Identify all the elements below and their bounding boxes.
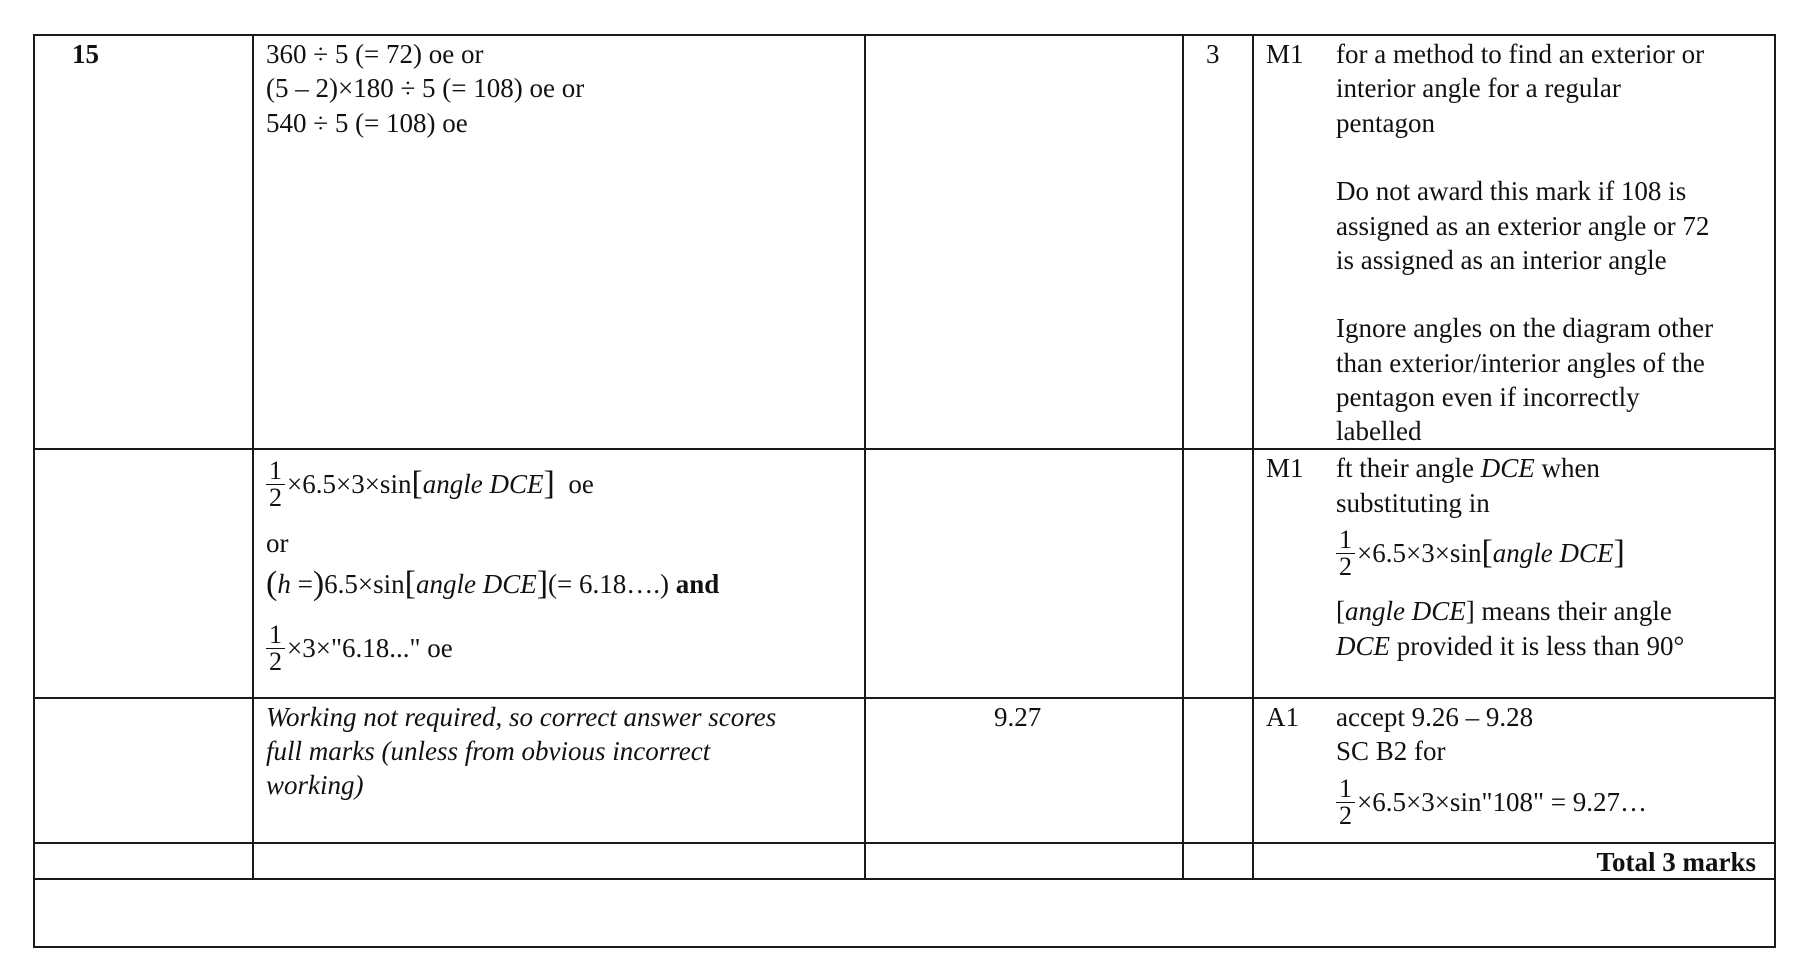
fraction-half: $\frac{1}{2}$	[1336, 527, 1355, 580]
mark-total: 3	[1206, 39, 1220, 69]
working-line: working)	[266, 770, 364, 800]
guidance-line: accept 9.26 – 9.28	[1336, 702, 1534, 732]
guidance-line: pentagon	[1336, 108, 1435, 138]
mark-code: M1	[1266, 39, 1304, 69]
working-line: 540 ÷ 5 (= 108) oe	[266, 108, 468, 138]
guidance-line: assigned as an exterior angle or 72	[1336, 211, 1710, 241]
guidance-line: labelled	[1336, 416, 1422, 446]
row-divider-3	[33, 842, 1776, 844]
guidance-line: Do not award this mark if 108 is	[1336, 176, 1687, 206]
col-divider-2	[864, 34, 866, 880]
special-case-formula: $\frac{1}{2}$ ×6.5×3×sin"108" = 9.27…	[1336, 774, 1647, 830]
guidance-line: substituting in	[1336, 488, 1490, 518]
total-marks: Total 3 marks	[1596, 847, 1756, 877]
row-divider-1	[33, 448, 1776, 450]
row-divider-4	[33, 878, 1776, 880]
col-divider-4	[1252, 34, 1254, 880]
guidance-line: pentagon even if incorrectly	[1336, 382, 1640, 412]
mark-code: M1	[1266, 453, 1304, 483]
area-from-height-formula: $\frac{1}{2}$ ×3×"6.18..." oe	[266, 620, 453, 676]
guidance-line: ft their angle DCE when	[1336, 453, 1600, 483]
table-border-top	[33, 34, 1776, 36]
col-divider-1	[252, 34, 254, 880]
guidance-line: than exterior/interior angles of the	[1336, 348, 1705, 378]
table-border-right	[1774, 34, 1776, 946]
fraction-half: $\frac{1}{2}$	[1336, 776, 1355, 829]
answer: 9.27	[994, 702, 1042, 732]
area-formula: $\frac{1}{2}$ ×6.5×3×sin [ angle DCE ] oe	[266, 456, 594, 512]
row-divider-2	[33, 697, 1776, 699]
working-line: 360 ÷ 5 (= 72) oe or	[266, 39, 484, 69]
fraction-half: $\frac{1}{2}$	[266, 622, 285, 675]
working-line: (5 – 2)×180 ÷ 5 (= 108) oe or	[266, 73, 585, 103]
guidance-line: interior angle for a regular	[1336, 73, 1621, 103]
guidance-formula: $\frac{1}{2}$ ×6.5×3×sin [ angle DCE ]	[1336, 525, 1625, 581]
question-number: 15	[72, 39, 99, 69]
col-divider-3	[1182, 34, 1184, 880]
guidance-line: for a method to find an exterior or	[1336, 39, 1705, 69]
fraction-half: $\frac{1}{2}$	[266, 458, 285, 511]
working-line: full marks (unless from obvious incorrect	[266, 736, 711, 766]
or-label: or	[266, 528, 289, 558]
working-line: Working not required, so correct answer scores	[266, 702, 777, 732]
guidance-line: SC B2 for	[1336, 736, 1446, 766]
table-border-left	[33, 34, 35, 946]
table-border-bottom	[33, 946, 1776, 948]
height-formula: ( h = ) 6.5×sin [ angle DCE ] (= 6.18….) and	[266, 565, 720, 602]
mark-code: A1	[1266, 702, 1299, 732]
guidance-line: DCE provided it is less than 90°	[1336, 631, 1685, 661]
guidance-line: [angle DCE] means their angle	[1336, 596, 1672, 626]
guidance-line: is assigned as an interior angle	[1336, 245, 1667, 275]
guidance-line: Ignore angles on the diagram other	[1336, 313, 1714, 343]
